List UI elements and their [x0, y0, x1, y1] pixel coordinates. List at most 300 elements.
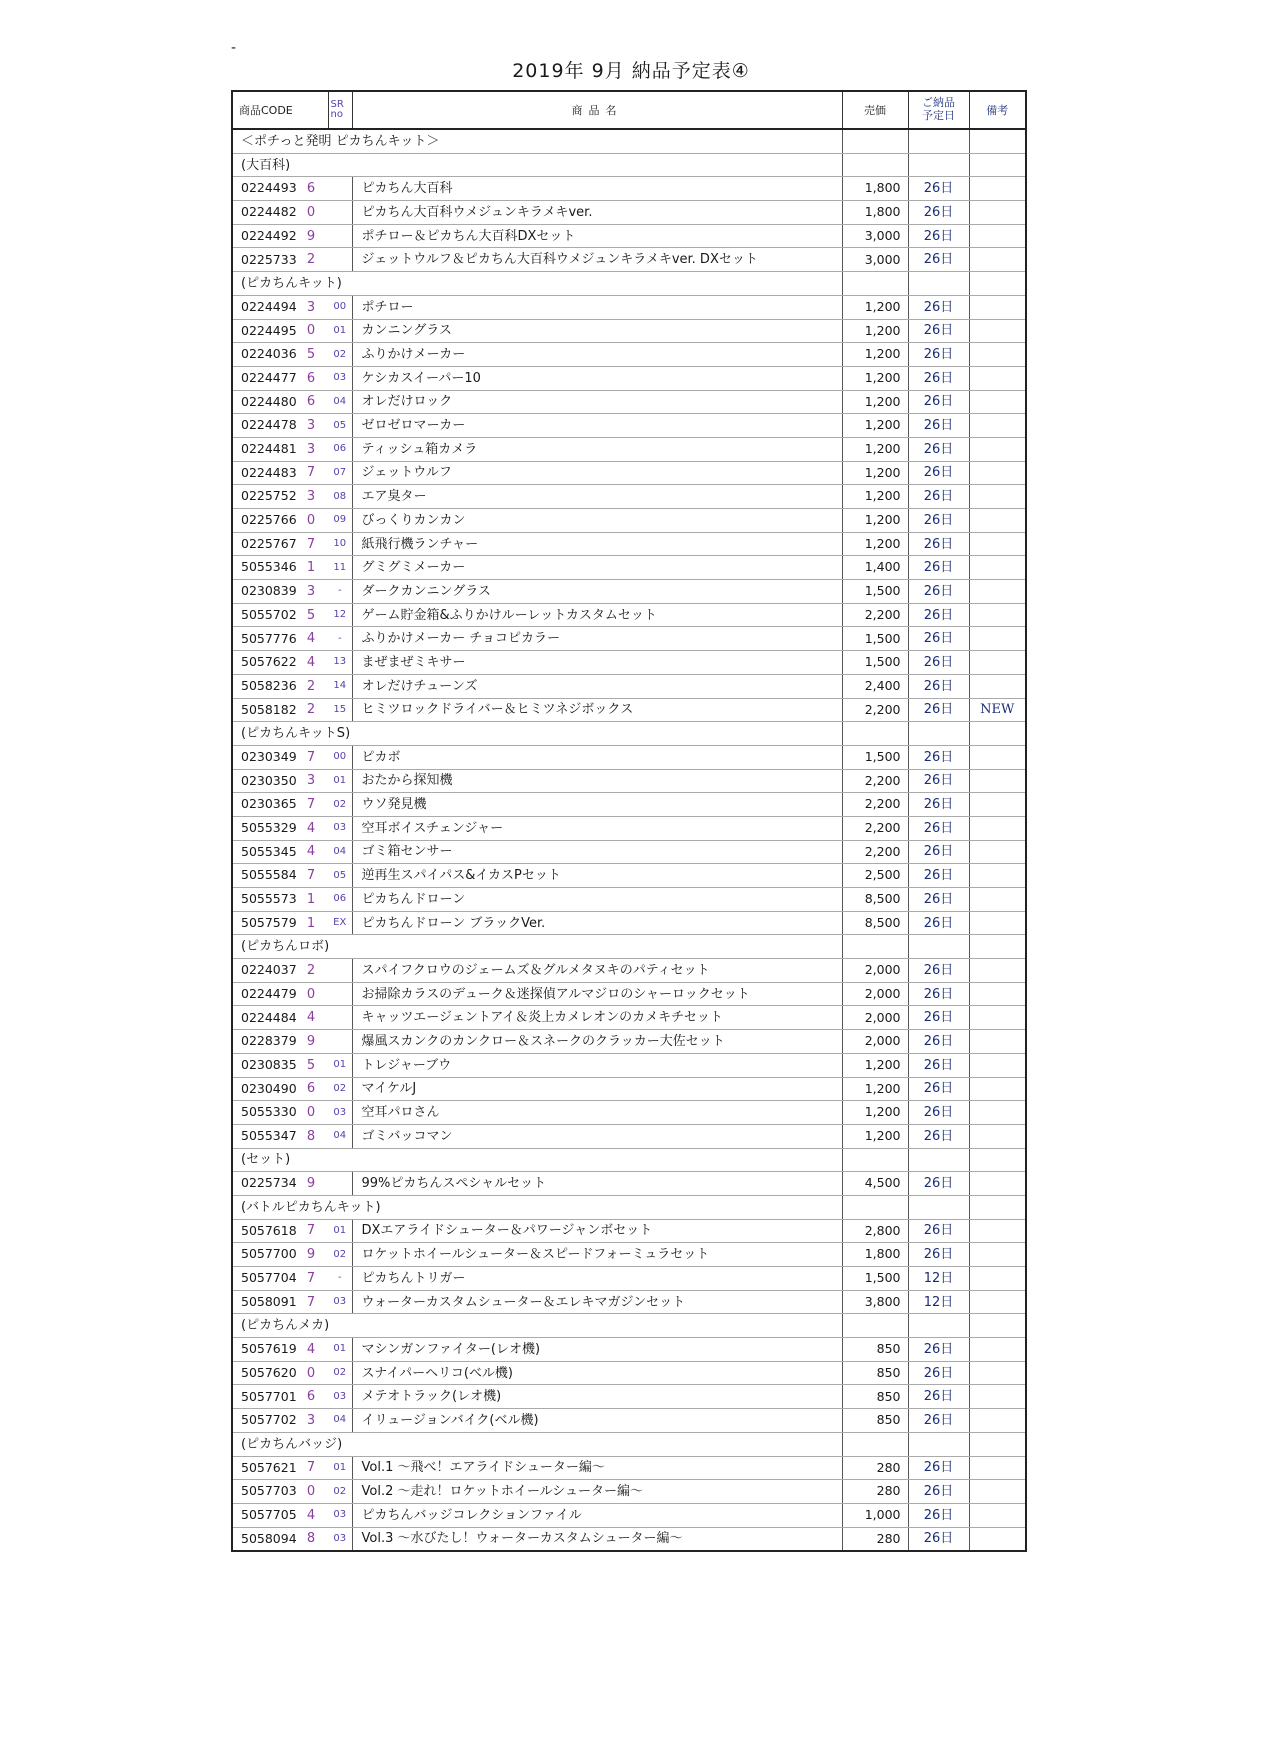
- item-note: [969, 816, 1026, 840]
- item-price: 1,200: [842, 509, 908, 533]
- item-name: [352, 1432, 842, 1456]
- item-note: [969, 201, 1026, 225]
- item-code: 0225734: [232, 1172, 294, 1196]
- item-name: [352, 272, 842, 296]
- item-check-digit: 3: [294, 414, 328, 438]
- item-check-digit: 6: [294, 177, 328, 201]
- item-code: 0224036: [232, 343, 294, 367]
- item-sr-no: 01: [328, 1219, 352, 1243]
- item-note: [969, 603, 1026, 627]
- item-check-digit: 2: [294, 698, 328, 722]
- item-check-digit: 4: [294, 627, 328, 651]
- item-name: ジェットウルフ: [352, 461, 842, 485]
- table-row: [232, 698, 1026, 722]
- item-price: 2,200: [842, 603, 908, 627]
- item-price: 4,500: [842, 1172, 908, 1196]
- item-date: 26日: [908, 556, 969, 580]
- item-note: NEW: [969, 698, 1026, 722]
- section-row: [232, 1432, 1026, 1456]
- section-label: (大百科): [232, 153, 352, 177]
- item-check-digit: 1: [294, 556, 328, 580]
- item-code: 5055346: [232, 556, 294, 580]
- item-check-digit: 9: [294, 1030, 328, 1054]
- item-sr-no: 02: [328, 793, 352, 817]
- item-sr-no: 12: [328, 603, 352, 627]
- item-code: 0230835: [232, 1053, 294, 1077]
- item-sr-no: 01: [328, 1456, 352, 1480]
- item-code: 0224481: [232, 437, 294, 461]
- item-date: 26日: [908, 177, 969, 201]
- section-label: (ピカちんキット): [232, 272, 352, 296]
- item-sr-no: 05: [328, 864, 352, 888]
- item-note: [969, 580, 1026, 604]
- item-price: [842, 722, 908, 746]
- item-note: [969, 1077, 1026, 1101]
- header-row: [232, 91, 1026, 129]
- delivery-schedule-table: [231, 90, 1027, 1552]
- header-date-line2: 予定日: [922, 109, 956, 122]
- item-check-digit: 2: [294, 959, 328, 983]
- item-check-digit: 8: [294, 1527, 328, 1551]
- item-note: [969, 461, 1026, 485]
- item-note: [969, 390, 1026, 414]
- item-sr-no: 04: [328, 840, 352, 864]
- item-sr-no: 08: [328, 485, 352, 509]
- item-check-digit: 9: [294, 224, 328, 248]
- item-name: ティッシュ箱カメラ: [352, 437, 842, 461]
- item-date: 26日: [908, 1053, 969, 1077]
- item-sr-no: 01: [328, 1053, 352, 1077]
- table-row: [232, 485, 1026, 509]
- item-code: 5057701: [232, 1385, 294, 1409]
- item-date: 26日: [908, 888, 969, 912]
- item-price: 1,800: [842, 1243, 908, 1267]
- item-note: [969, 959, 1026, 983]
- item-check-digit: 7: [294, 745, 328, 769]
- item-note: [969, 982, 1026, 1006]
- section-label: (バトルピカちんキット): [232, 1195, 352, 1219]
- item-code: 5057702: [232, 1409, 294, 1433]
- item-name: エア臭ター: [352, 485, 842, 509]
- table-row: [232, 1006, 1026, 1030]
- item-check-digit: 7: [294, 1290, 328, 1314]
- item-check-digit: 0: [294, 201, 328, 225]
- table-row: [232, 1480, 1026, 1504]
- table-row: [232, 390, 1026, 414]
- section-row: [232, 1195, 1026, 1219]
- item-date: 26日: [908, 319, 969, 343]
- item-price: 1,200: [842, 343, 908, 367]
- item-sr-no: [328, 248, 352, 272]
- item-date: 26日: [908, 982, 969, 1006]
- table-row: [232, 982, 1026, 1006]
- item-check-digit: 4: [294, 1503, 328, 1527]
- section-label: (ピカちんメカ): [232, 1314, 352, 1338]
- item-check-digit: 9: [294, 1172, 328, 1196]
- item-sr-no: 04: [328, 1124, 352, 1148]
- item-date: 26日: [908, 1172, 969, 1196]
- item-check-digit: 0: [294, 1480, 328, 1504]
- section-row: [232, 129, 1026, 153]
- item-name: お掃除カラスのデューク＆迷探偵アルマジロのシャーロックセット: [352, 982, 842, 1006]
- item-check-digit: 3: [294, 769, 328, 793]
- item-price: 850: [842, 1385, 908, 1409]
- item-code: 0224494: [232, 295, 294, 319]
- table-row: [232, 343, 1026, 367]
- item-check-digit: 7: [294, 1456, 328, 1480]
- item-code: 5055573: [232, 888, 294, 912]
- item-name: トレジャーブウ: [352, 1053, 842, 1077]
- table-row: [232, 1338, 1026, 1362]
- item-date: [908, 272, 969, 296]
- item-note: [969, 1030, 1026, 1054]
- item-price: 8,500: [842, 888, 908, 912]
- item-date: 26日: [908, 485, 969, 509]
- item-price: 2,400: [842, 674, 908, 698]
- item-check-digit: 0: [294, 1101, 328, 1125]
- item-price: [842, 153, 908, 177]
- item-note: [969, 793, 1026, 817]
- item-sr-no: 03: [328, 1385, 352, 1409]
- table-row: [232, 1219, 1026, 1243]
- table-row: [232, 888, 1026, 912]
- item-price: [842, 1314, 908, 1338]
- item-name: ピカちんトリガー: [352, 1267, 842, 1291]
- item-date: 26日: [908, 201, 969, 225]
- item-price: [842, 935, 908, 959]
- item-sr-no: 03: [328, 1503, 352, 1527]
- item-code: 5055345: [232, 840, 294, 864]
- item-name: [352, 1314, 842, 1338]
- item-code: 5057703: [232, 1480, 294, 1504]
- item-date: 26日: [908, 343, 969, 367]
- item-check-digit: 4: [294, 1006, 328, 1030]
- item-note: [969, 1195, 1026, 1219]
- item-check-digit: 7: [294, 1267, 328, 1291]
- item-sr-no: 03: [328, 816, 352, 840]
- item-date: [908, 1148, 969, 1172]
- item-name: ピカちんドローン: [352, 888, 842, 912]
- item-name: ケシカスイーパー10: [352, 366, 842, 390]
- item-name: ピカちん大百科: [352, 177, 842, 201]
- item-note: [969, 319, 1026, 343]
- item-sr-no: 06: [328, 888, 352, 912]
- page-mark: -: [231, 40, 237, 56]
- section-row: [232, 722, 1026, 746]
- item-check-digit: 7: [294, 793, 328, 817]
- item-code: 0225733: [232, 248, 294, 272]
- item-note: [969, 1053, 1026, 1077]
- item-code: 0224493: [232, 177, 294, 201]
- item-price: 850: [842, 1361, 908, 1385]
- item-date: 26日: [908, 959, 969, 983]
- item-name: キャッツエージェントアイ＆炎上カメレオンのカメキチセット: [352, 1006, 842, 1030]
- item-price: 1,200: [842, 319, 908, 343]
- item-name: ポチロー＆ピカちん大百科DXセット: [352, 224, 842, 248]
- header-name: 商品名: [352, 91, 842, 129]
- item-check-digit: 7: [294, 532, 328, 556]
- item-date: 26日: [908, 461, 969, 485]
- item-check-digit: 3: [294, 580, 328, 604]
- section-row: [232, 153, 1026, 177]
- item-code: 5055329: [232, 816, 294, 840]
- item-name: Vol.3 ～水びたし！ウォーターカスタムシューター編～: [352, 1527, 842, 1551]
- table-body: [232, 129, 1026, 1551]
- item-date: 26日: [908, 627, 969, 651]
- section-row: [232, 935, 1026, 959]
- item-code: 0224492: [232, 224, 294, 248]
- item-price: 2,500: [842, 864, 908, 888]
- item-name: [352, 153, 842, 177]
- item-sr-no: 14: [328, 674, 352, 698]
- item-code: 0224495: [232, 319, 294, 343]
- item-name: ピカちんバッジコレクションファイル: [352, 1503, 842, 1527]
- item-sr-no: 02: [328, 343, 352, 367]
- item-name: ゴミバッコマン: [352, 1124, 842, 1148]
- item-name: [352, 935, 842, 959]
- item-date: 26日: [908, 1361, 969, 1385]
- table-row: [232, 414, 1026, 438]
- item-date: 26日: [908, 1006, 969, 1030]
- item-check-digit: 5: [294, 343, 328, 367]
- table-row: [232, 532, 1026, 556]
- item-price: 1,500: [842, 627, 908, 651]
- item-name: まぜまぜミキサー: [352, 651, 842, 675]
- item-name: 空耳パロさん: [352, 1101, 842, 1125]
- item-note: [969, 1219, 1026, 1243]
- item-code: 0225766: [232, 509, 294, 533]
- item-code: 0224483: [232, 461, 294, 485]
- item-date: 26日: [908, 580, 969, 604]
- item-note: [969, 224, 1026, 248]
- table-row: [232, 745, 1026, 769]
- item-price: [842, 272, 908, 296]
- item-code: 5057704: [232, 1267, 294, 1291]
- item-note: [969, 414, 1026, 438]
- item-note: [969, 153, 1026, 177]
- item-name: ジェットウルフ＆ピカちん大百科ウメジュンキラメキver. DXセット: [352, 248, 842, 272]
- table-row: [232, 248, 1026, 272]
- item-check-digit: 0: [294, 982, 328, 1006]
- item-check-digit: 7: [294, 461, 328, 485]
- item-sr-no: 05: [328, 414, 352, 438]
- item-date: 26日: [908, 224, 969, 248]
- item-price: 2,200: [842, 769, 908, 793]
- header-date: [908, 91, 969, 129]
- item-name: ゴミ箱センサー: [352, 840, 842, 864]
- item-note: [969, 343, 1026, 367]
- item-date: 26日: [908, 1503, 969, 1527]
- item-date: 26日: [908, 698, 969, 722]
- item-note: [969, 911, 1026, 935]
- item-check-digit: 0: [294, 509, 328, 533]
- item-date: [908, 1314, 969, 1338]
- item-check-digit: 0: [294, 319, 328, 343]
- item-price: 1,400: [842, 556, 908, 580]
- item-check-digit: 1: [294, 888, 328, 912]
- item-date: 26日: [908, 911, 969, 935]
- item-sr-no: 15: [328, 698, 352, 722]
- item-sr-no: [328, 1006, 352, 1030]
- item-name: [352, 1195, 842, 1219]
- table-row: [232, 1172, 1026, 1196]
- table-row: [232, 1456, 1026, 1480]
- item-note: [969, 935, 1026, 959]
- header-sr-line2: no: [330, 109, 343, 120]
- item-check-digit: 9: [294, 1243, 328, 1267]
- table-row: [232, 1290, 1026, 1314]
- section-row: [232, 272, 1026, 296]
- item-sr-no: 03: [328, 1527, 352, 1551]
- section-row: [232, 1314, 1026, 1338]
- item-price: 1,500: [842, 1267, 908, 1291]
- header-code: 商品CODE: [232, 91, 328, 129]
- header-sr-line1: SR: [330, 98, 344, 110]
- item-price: 1,500: [842, 745, 908, 769]
- item-price: 280: [842, 1527, 908, 1551]
- item-code: 5057621: [232, 1456, 294, 1480]
- item-note: [969, 129, 1026, 153]
- section-row: [232, 1148, 1026, 1172]
- item-date: 26日: [908, 1101, 969, 1125]
- item-price: 2,000: [842, 1030, 908, 1054]
- table-row: [232, 911, 1026, 935]
- item-code: 5057705: [232, 1503, 294, 1527]
- item-price: 1,200: [842, 461, 908, 485]
- item-date: 26日: [908, 1219, 969, 1243]
- item-code: 0230350: [232, 769, 294, 793]
- item-note: [969, 1124, 1026, 1148]
- table-row: [232, 1409, 1026, 1433]
- item-price: 1,200: [842, 390, 908, 414]
- item-sr-no: -: [328, 627, 352, 651]
- item-price: 1,200: [842, 532, 908, 556]
- item-name: ピカちんドローン ブラックVer.: [352, 911, 842, 935]
- item-price: 1,500: [842, 651, 908, 675]
- item-check-digit: 4: [294, 651, 328, 675]
- table-row: [232, 959, 1026, 983]
- table-row: [232, 224, 1026, 248]
- item-sr-no: 06: [328, 437, 352, 461]
- item-sr-no: 03: [328, 1101, 352, 1125]
- item-date: 26日: [908, 1385, 969, 1409]
- item-code: 0224480: [232, 390, 294, 414]
- table-row: [232, 1267, 1026, 1291]
- item-date: 26日: [908, 1456, 969, 1480]
- table-row: [232, 769, 1026, 793]
- item-price: 1,200: [842, 1101, 908, 1125]
- item-name: イリュージョンバイク(ベル機): [352, 1409, 842, 1433]
- item-note: [969, 1385, 1026, 1409]
- item-note: [969, 248, 1026, 272]
- item-date: 26日: [908, 651, 969, 675]
- item-sr-no: 00: [328, 745, 352, 769]
- item-check-digit: 4: [294, 1338, 328, 1362]
- item-code: 0224482: [232, 201, 294, 225]
- item-date: 26日: [908, 1480, 969, 1504]
- item-code: 0230490: [232, 1077, 294, 1101]
- item-code: 5057776: [232, 627, 294, 651]
- page-title: 2019年 9月 納品予定表④: [512, 60, 750, 82]
- item-check-digit: 8: [294, 1124, 328, 1148]
- item-date: [908, 935, 969, 959]
- table-row: [232, 319, 1026, 343]
- item-note: [969, 674, 1026, 698]
- table-row: [232, 1503, 1026, 1527]
- item-code: 5058236: [232, 674, 294, 698]
- item-code: 5057622: [232, 651, 294, 675]
- item-sr-no: 02: [328, 1243, 352, 1267]
- item-name: ふりかけメーカー チョコピカラー: [352, 627, 842, 651]
- item-price: 8,500: [842, 911, 908, 935]
- item-note: [969, 1527, 1026, 1551]
- table-row: [232, 840, 1026, 864]
- item-sr-no: 04: [328, 390, 352, 414]
- item-note: [969, 272, 1026, 296]
- item-code: 0230349: [232, 745, 294, 769]
- section-label: (セット): [232, 1148, 352, 1172]
- item-price: 2,200: [842, 816, 908, 840]
- item-date: 26日: [908, 1030, 969, 1054]
- item-note: [969, 556, 1026, 580]
- item-note: [969, 485, 1026, 509]
- item-check-digit: 2: [294, 674, 328, 698]
- item-name: 99%ピカちんスペシャルセット: [352, 1172, 842, 1196]
- table-row: [232, 201, 1026, 225]
- item-price: 1,200: [842, 485, 908, 509]
- item-name: [352, 1148, 842, 1172]
- table-row: [232, 437, 1026, 461]
- item-sr-no: 01: [328, 769, 352, 793]
- item-check-digit: 2: [294, 248, 328, 272]
- item-note: [969, 1338, 1026, 1362]
- item-note: [969, 722, 1026, 746]
- item-sr-no: [328, 982, 352, 1006]
- item-note: [969, 1006, 1026, 1030]
- item-sr-no: 02: [328, 1077, 352, 1101]
- item-code: 0224477: [232, 366, 294, 390]
- item-sr-no: 13: [328, 651, 352, 675]
- item-price: [842, 1432, 908, 1456]
- item-date: [908, 1195, 969, 1219]
- item-name: ダークカンニングラス: [352, 580, 842, 604]
- item-price: [842, 1148, 908, 1172]
- item-name: オレだけチューンズ: [352, 674, 842, 698]
- item-price: [842, 129, 908, 153]
- table-row: [232, 1077, 1026, 1101]
- item-date: 26日: [908, 745, 969, 769]
- item-code: 0224479: [232, 982, 294, 1006]
- item-name: ウソ発見機: [352, 793, 842, 817]
- item-price: 2,200: [842, 840, 908, 864]
- item-note: [969, 745, 1026, 769]
- table-row: [232, 651, 1026, 675]
- item-sr-no: [328, 201, 352, 225]
- item-code: 0224037: [232, 959, 294, 983]
- item-price: 2,200: [842, 793, 908, 817]
- section-label: (ピカちんキットS): [232, 722, 352, 746]
- item-note: [969, 1432, 1026, 1456]
- item-name: マシンガンファイター(レオ機): [352, 1338, 842, 1362]
- item-name: ゲーム貯金箱&ふりかけルーレットカスタムセット: [352, 603, 842, 627]
- item-date: [908, 1432, 969, 1456]
- item-price: 1,200: [842, 295, 908, 319]
- item-note: [969, 627, 1026, 651]
- table-row: [232, 864, 1026, 888]
- item-name: ウォーターカスタムシューター＆エレキマガジンセット: [352, 1290, 842, 1314]
- item-name: ポチロー: [352, 295, 842, 319]
- table-row: [232, 295, 1026, 319]
